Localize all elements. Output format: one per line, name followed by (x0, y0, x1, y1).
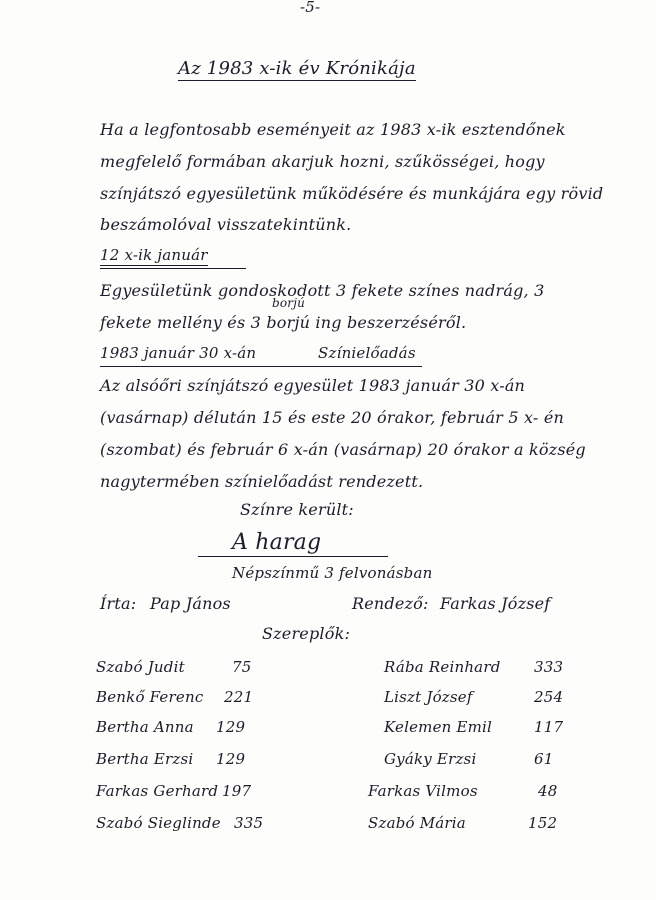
director-name: Farkas József (440, 594, 551, 613)
cast-left-name: Bertha Anna (96, 718, 194, 736)
section1-heading: 12 x-ik január (100, 246, 208, 264)
intro-line-2: megfelelő formában akarjuk hozni, szűkösségei, hogy (100, 152, 545, 171)
cast-right-number: 117 (534, 718, 564, 736)
section2-line-3: (szombat) és február 6 x-án (vasárnap) 20 órakor a község (100, 440, 586, 459)
cast-right-number: 333 (534, 658, 564, 676)
cast-left-number: 221 (224, 688, 254, 706)
cast-left-number: 129 (216, 750, 246, 768)
cast-right-name: Farkas Vilmos (368, 782, 478, 800)
cast-left-number: 129 (216, 718, 246, 736)
cast-right-number: 48 (538, 782, 558, 800)
author-label: Írta: (100, 594, 137, 613)
cast-right-name: Kelemen Emil (384, 718, 493, 736)
cast-right-name: Gyáky Erzsi (384, 750, 477, 768)
intro-line-1: Ha a legfontosabb eseményeit az 1983 x-ik esztendőnek (100, 120, 566, 139)
cast-right-number: 254 (534, 688, 564, 706)
cast-left-number: 197 (222, 782, 252, 800)
play-title-rule (198, 556, 388, 557)
section2-line-2: (vasárnap) délután 15 és este 20 órakor, február 5 x- én (100, 408, 564, 427)
cast-right-name: Rába Reinhard (384, 658, 501, 676)
director-label: Rendező: (352, 594, 429, 613)
cast-left-name: Szabó Sieglinde (96, 814, 221, 832)
section2-rule (100, 366, 422, 367)
cast-right-name: Szabó Mária (368, 814, 466, 832)
cast-right-number: 61 (534, 750, 554, 768)
cast-heading: Szereplők: (262, 624, 351, 643)
section2-line-1: Az alsóőri színjátszó egyesület 1983 január 30 x-án (100, 376, 526, 395)
section2-heading-date: 1983 január 30 x-án (100, 344, 257, 362)
play-subtitle: Népszínmű 3 felvonásban (232, 564, 433, 582)
section2-heading-title: Színielőadás (318, 344, 416, 362)
cast-left-number: 75 (232, 658, 252, 676)
intro-line-3: színjátszó egyesületünk működésére és munkájára egy rövid (100, 184, 604, 203)
author-name: Pap János (150, 594, 231, 613)
cast-right-number: 152 (528, 814, 558, 832)
chronicle-title: Az 1983 x-ik év Krónikája (178, 58, 416, 79)
section1-line-2: fekete mellény és 3 borjú ing beszerzéséről. (100, 313, 467, 332)
page-number: -5- (300, 0, 321, 16)
play-title: A harag (232, 530, 322, 555)
section1-rule (100, 268, 246, 269)
section1-correction: borjú (272, 296, 306, 310)
section1-line-1: Egyesületünk gondoskodott 3 fekete színes nadrág, 3 (100, 281, 545, 300)
cast-left-name: Benkő Ferenc (96, 688, 204, 706)
cast-left-number: 335 (234, 814, 264, 832)
cast-left-name: Bertha Erzsi (96, 750, 194, 768)
cast-left-name: Farkas Gerhard (96, 782, 219, 800)
stage-intro: Színre került: (240, 500, 354, 519)
section2-line-4: nagytermében színielőadást rendezett. (100, 472, 424, 491)
intro-line-4: beszámolóval visszatekintünk. (100, 215, 352, 234)
cast-left-name: Szabó Judit (96, 658, 185, 676)
cast-right-name: Liszt József (384, 688, 473, 706)
